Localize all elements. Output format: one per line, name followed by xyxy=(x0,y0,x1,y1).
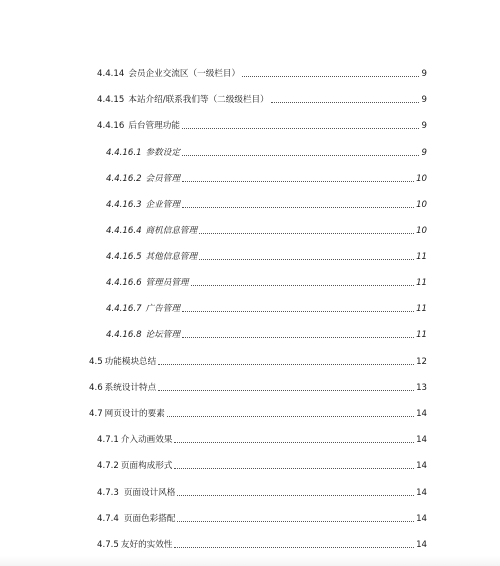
toc-entry[interactable] xyxy=(106,301,427,315)
toc-entry-number: 4.6 xyxy=(89,383,103,393)
toc-entry-page: 14 xyxy=(416,409,427,419)
toc-entry[interactable] xyxy=(97,485,427,499)
toc-leader-dots xyxy=(182,207,414,208)
toc-entry[interactable] xyxy=(97,92,427,106)
toc-entry[interactable] xyxy=(106,223,427,237)
toc-entry-title: 企业管理 xyxy=(145,200,180,210)
toc-entry-number: 4.4.16.4 xyxy=(106,226,142,236)
toc-leader-dots xyxy=(177,495,414,496)
toc-entry[interactable] xyxy=(97,118,427,132)
toc-entry-number: 4.7.1 xyxy=(97,435,119,445)
toc-entry-title: 广告管理 xyxy=(145,304,180,314)
toc-entry-number: 4.7.2 xyxy=(97,461,119,471)
toc-leader-dots xyxy=(177,521,414,522)
toc-entry-number: 4.5 xyxy=(89,357,103,367)
toc-entry[interactable] xyxy=(106,197,427,211)
toc-entry[interactable] xyxy=(97,66,427,80)
toc-entry-page: 11 xyxy=(416,252,427,262)
toc-leader-dots xyxy=(174,442,414,443)
toc-entry-number: 4.4.16.1 xyxy=(106,148,142,158)
toc-entry-page: 11 xyxy=(416,330,427,340)
toc-entry-title: 页面设计风格 xyxy=(123,488,176,498)
toc-entry[interactable] xyxy=(106,171,427,185)
toc-entry-number: 4.4.16.6 xyxy=(106,278,142,288)
toc-entry[interactable] xyxy=(106,275,427,289)
toc-leader-dots xyxy=(182,181,414,182)
toc-entry-number: 4.7 xyxy=(89,409,103,419)
toc-entry-title: 其他信息管理 xyxy=(145,252,198,262)
toc-entry-title: 商机信息管理 xyxy=(145,226,198,236)
toc-leader-dots xyxy=(167,416,414,417)
toc-leader-dots xyxy=(199,233,414,234)
toc-entry-number: 4.4.14 xyxy=(97,69,125,79)
toc-entry-title: 参数设定 xyxy=(145,148,180,158)
toc-entry[interactable] xyxy=(106,145,427,159)
toc-entry[interactable] xyxy=(89,380,427,394)
toc-entry[interactable] xyxy=(97,458,427,472)
toc-entry-page: 9 xyxy=(421,95,427,105)
toc-leader-dots xyxy=(182,128,419,129)
toc-entry-number: 4.4.16.8 xyxy=(106,330,142,340)
toc-entry[interactable] xyxy=(89,354,427,368)
toc-leader-dots xyxy=(182,155,419,156)
toc-entry-title: 会员管理 xyxy=(145,174,180,184)
toc-entry-page: 10 xyxy=(416,226,427,236)
toc-entry-number: 4.4.16.2 xyxy=(106,174,142,184)
toc-entry-page: 12 xyxy=(416,357,427,367)
toc-entry-title: 会员企业交流区（一级栏目） xyxy=(128,69,241,79)
toc-entry-number: 4.7.4 xyxy=(97,514,119,524)
toc-entry-title: 论坛管理 xyxy=(145,330,180,340)
toc-leader-dots xyxy=(242,76,419,77)
toc-entry[interactable] xyxy=(106,327,427,341)
toc-entry-title: 介入动画效果 xyxy=(120,435,173,445)
toc-leader-dots xyxy=(158,390,414,391)
toc-entry[interactable] xyxy=(97,432,427,446)
toc-entry-page: 9 xyxy=(421,121,427,131)
toc-entry-title: 管理员管理 xyxy=(145,278,189,288)
toc-entry[interactable] xyxy=(97,537,427,551)
toc-leader-dots xyxy=(174,468,414,469)
toc-entry-number: 4.4.16.5 xyxy=(106,252,142,262)
toc-leader-dots xyxy=(199,259,414,260)
toc-entry-title: 功能模块总结 xyxy=(104,357,157,367)
toc-entry-page: 10 xyxy=(416,174,427,184)
toc-entry-page: 13 xyxy=(416,383,427,393)
toc-leader-dots xyxy=(174,547,414,548)
toc-entry-title: 页面构成形式 xyxy=(120,461,173,471)
toc-entry-page: 11 xyxy=(416,278,427,288)
toc-leader-dots xyxy=(191,285,415,286)
toc-entry-page: 11 xyxy=(416,304,427,314)
toc-entry[interactable] xyxy=(106,249,427,263)
toc-entry-title: 系统设计特点 xyxy=(104,383,157,393)
page-bottom-edge xyxy=(0,556,500,566)
toc-entry-title: 后台管理功能 xyxy=(128,121,180,131)
toc-entry-number: 4.7.3 xyxy=(97,488,119,498)
toc-entry-title: 友好的实效性 xyxy=(120,540,173,550)
toc-entry-page: 14 xyxy=(416,488,427,498)
toc-leader-dots xyxy=(271,102,419,103)
toc-entry-title: 本站介绍/联系我们等（二级级栏目） xyxy=(128,95,269,105)
toc-entry-number: 4.4.16.3 xyxy=(106,200,142,210)
toc-entry-page: 14 xyxy=(416,461,427,471)
toc-entry-title: 网页设计的要素 xyxy=(104,409,165,419)
toc-entry-page: 10 xyxy=(416,200,427,210)
toc-leader-dots xyxy=(182,337,414,338)
toc-entry-page: 14 xyxy=(416,514,427,524)
toc-entry-page: 14 xyxy=(416,435,427,445)
toc-entry-page: 14 xyxy=(416,540,427,550)
toc-leader-dots xyxy=(182,311,414,312)
toc-entry-page: 9 xyxy=(421,148,427,158)
toc-entry-page: 9 xyxy=(421,69,427,79)
toc-entry-number: 4.7.5 xyxy=(97,540,119,550)
toc-entry-number: 4.4.15 xyxy=(97,95,125,105)
toc-leader-dots xyxy=(158,364,414,365)
toc-entry[interactable] xyxy=(89,406,427,420)
toc-entry-number: 4.4.16 xyxy=(97,121,125,131)
toc-entry-number: 4.4.16.7 xyxy=(106,304,142,314)
toc-entry-title: 页面色彩搭配 xyxy=(123,514,176,524)
toc-entry[interactable] xyxy=(97,511,427,525)
